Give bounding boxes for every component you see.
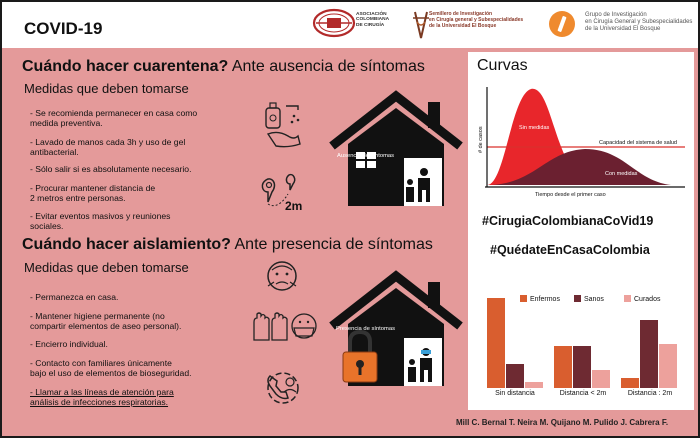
bar-sanos-0 [506,364,524,388]
bar-curados-2 [659,344,677,388]
quarantine-bullet: - Se recomienda permanecer en casa como medida preventiva. [30,108,198,128]
legend-curados: Curados [624,295,660,303]
sick-face-icon [264,258,300,294]
bar-enfermos-2 [621,378,639,388]
x-tick-label: Distancia < 2m [559,390,607,397]
curves-title: Curvas [477,57,528,74]
distance-pin-icon [258,172,306,218]
house-healthy-label: Ausencia de síntomas [337,153,395,159]
quarantine-bullet: - Evitar eventos masivos y reuniones sociales. [30,211,171,231]
label-with-measures: Con medidas [605,171,638,177]
quarantine-bullet: - Procurar mantener distancia de 2 metros entre personas. [30,183,156,203]
bar-sanos-1 [573,346,591,388]
x-tick-label: Distancia : 2m [627,390,673,397]
label-no-measures: Sin medidas [519,125,550,131]
isolation-bullet: - Contacto con familiares únicamente bajo el uso de elementos de bioseguridad. [30,358,192,378]
credits: Mill C. Bernal T. Neira M. Quijano M. Pulido J. Cabrera F. [456,418,669,427]
curves-ylabel: # de casos [478,126,484,153]
isolation-bullet: - Mantener higiene permanente (no compartir elementos de aseo personal). [30,311,182,331]
acc-logo-text: ASOCIACIÓN COLOMBIANA DE CIRUGÍA [356,12,390,28]
quarantine-bullet: - Sólo salir si es absolutamente necesario. [30,164,192,174]
semillero-logo-text: Semillero de Investigación en Cirugía general y Subespecialidades de la Universidad El Bosque [429,11,524,29]
quarantine-subheading: Medidas que deben tomarse [24,81,189,96]
bar-enfermos-0 [487,298,505,388]
label-capacity: Capacidad del sistema de salud [599,140,677,146]
isolation-bullet: - Permanezca en casa. [30,292,119,302]
legend-enfermos: Enfermos [520,295,560,303]
isolation-bullet-hotline: - Llamar a las líneas de atención para análisis de infecciones respiratorias. [30,387,174,407]
bar-chart [480,288,685,388]
house-healthy-icon [328,90,464,208]
bar-curados-1 [592,370,610,388]
quarantine-heading: Cuándo hacer cuarentena? Ante ausencia de síntomas [22,58,425,75]
distance-label: 2m [285,199,303,213]
curves-xlabel: Tiempo desde el primer caso [535,192,606,198]
hand-wash-icon [258,100,306,150]
bar-enfermos-1 [554,346,572,388]
isolation-subheading: Medidas que deben tomarse [24,260,189,275]
grupo-logo-text: Grupo de Investigación en Cirugía General y Subespecialidades de la Universidad El Bosque [585,12,693,32]
page-title: COVID-19 [24,19,103,38]
grupo-logo-icon [547,9,577,39]
epidemic-curves [475,85,689,200]
padlock-icon [340,328,380,386]
isolation-heading: Cuándo hacer aislamiento? Ante presencia de síntomas [22,236,433,253]
house-sick-label: Presencia de síntomas [336,326,395,332]
isolation-bullet: - Encierro individual. [30,339,108,349]
hashtag-secondary: #QuédateEnCasaColombia [490,243,650,257]
gloves-mask-icon [250,310,320,344]
bar-curados-0 [525,382,543,388]
bar-sanos-2 [640,320,658,388]
call-phone-icon [262,368,304,408]
hashtag-primary: #CirugiaColombianaCoVid19 [482,214,654,228]
legend-sanos: Sanos [574,295,604,303]
x-tick-label: Sin distancia [495,390,535,397]
quarantine-bullet: - Lavado de manos cada 3h y uso de gel antibacterial. [30,137,186,157]
